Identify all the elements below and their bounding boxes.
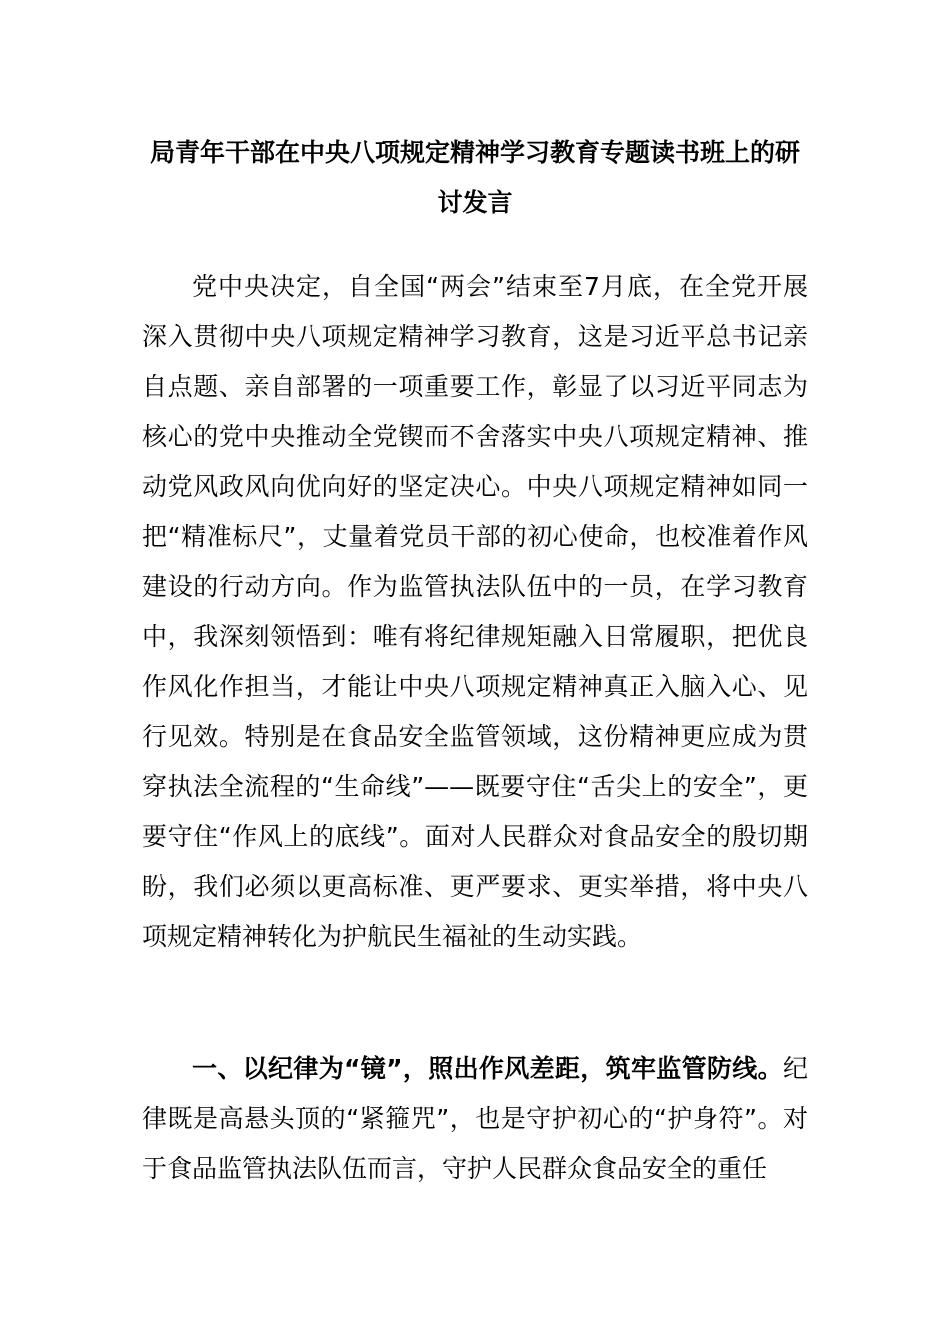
section-1-paragraph: [142, 1044, 808, 1194]
section-1-text: 纪律既是高悬头顶的“紧箍咒”，也是守护初心的“护身符”。对于食品监管执法队伍而言，守护人民群众食品安全的重任: [142, 1054, 808, 1183]
document-title: 局青年干部在中央八项规定精神学习教育专题读书班上的研讨发言: [149, 138, 800, 217]
section-1-heading: 一、以纪律为“镜”，照出作风差距，筑牢监管防线。: [192, 1054, 783, 1083]
intro-paragraph: 党中央决定，自全国“两会”结束至7月底，在全党开展深入贯彻中央八项规定精神学习教育，这是习近平总书记亲自点题、亲自部署的一项重要工作，彰显了以习近平同志为核心的党中央推动全党锲而不舍落实中央八项规定精神、推动党风政风向优向好的坚定决心。中央八项规定精神如同一把“精准标尺”，丈量着党员干部的初心使命，也校准着作风建设的行动方向。作为监管执法队伍中的一员，在学习教育中，我深刻领悟到：唯有将纪律规矩融入日常履职，把优良作风化作担当，才能让中央八项规定精神真正入脑入心、见行见效。特别是在食品安全监管领域，这份精神更应成为贯穿执法全流程的“生命线”——既要守住“舌尖上的安全”，更要守住“作风上的底线”。面对人民群众对食品安全的殷切期盼，我们必须以更高标准、更严要求、更实举措，将中央八项规定精神转化为护航民生福祉的生动实践。: [142, 272, 808, 951]
